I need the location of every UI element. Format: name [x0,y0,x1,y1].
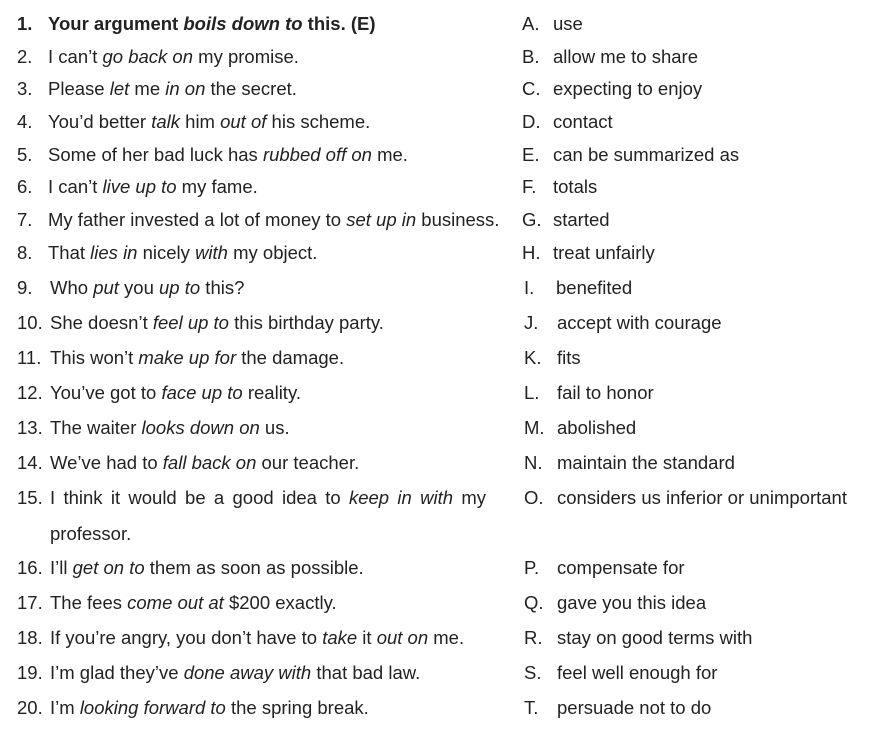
answer-letter: I. [524,277,535,298]
answer-text: started [553,209,610,230]
question-text-part: my object. [227,242,318,263]
phrasal-verb: make up for [138,347,237,368]
question-text-part: That [48,242,91,263]
phrasal-verb: looks down on [141,417,260,438]
phrasal-verb: come out at [127,592,224,613]
question-text [48,242,317,264]
question-text-part: The fees [50,592,128,613]
question-number: 7. [17,209,33,230]
question-text-part: You’ve got to [50,382,162,403]
question-text [48,78,297,100]
question-text-part: reality. [242,382,301,403]
answer-text: accept with courage [557,312,722,333]
phrasal-verb-part: in on [165,78,206,99]
question-text [50,347,344,369]
question-text [50,662,420,684]
question-text-part: me. [371,144,408,165]
question-text-continuation: professor. [50,523,132,544]
phrasal-verb-part: out on [376,627,429,648]
question-number: 3. [17,78,33,99]
question-number: 5. [17,144,33,165]
question-text-part: you [118,277,160,298]
question-text-part: me. [428,627,465,648]
phrasal-verb: done away with [183,662,312,683]
phrasal-verb: rubbed off on [262,144,372,165]
question-text [48,144,408,166]
phrasal-verb: go back on [102,46,194,67]
question-number: 4. [17,111,33,132]
phrasal-verb: keep in with [348,487,454,508]
answer-letter: G. [522,209,542,230]
question-text [50,557,364,579]
question-text-part: nicely [137,242,196,263]
answer-letter: N. [524,452,543,473]
phrasal-verb: talk [151,111,181,132]
question-text [50,697,369,719]
question-text-part: business. [416,209,500,230]
answer-letter: P. [524,557,540,578]
answer-letter: E. [522,144,540,165]
phrasal-verb-part: with [195,242,228,263]
answer-text: feel well enough for [557,662,718,683]
question-number: 18. [17,627,43,648]
answer-text: expecting to enjoy [553,78,703,99]
question-number: 16. [17,557,43,578]
question-text-part: me [129,78,166,99]
question-text [50,452,359,474]
question-number: 8. [17,242,33,263]
answer-letter: O. [524,487,544,508]
question-text [50,277,244,299]
question-text [48,46,299,68]
phrasal-verb: set up in [346,209,417,230]
answer-letter: H. [522,242,541,263]
phrasal-verb-part: out of [220,111,267,132]
question-text [50,417,290,439]
phrasal-verb: boils down to [183,13,303,34]
answer-letter: T. [524,697,539,718]
question-text [48,176,258,198]
question-text-part: $200 exactly. [223,592,337,613]
answer-letter: D. [522,111,541,132]
question-number: 10. [17,312,43,333]
answer-text: fits [557,347,581,368]
answer-letter: A. [522,13,540,34]
question-text-part: I think it would be a good idea to [50,487,349,508]
question-text-part: it [357,627,377,648]
question-text [50,312,384,334]
question-text-part: I’m glad they’ve [50,662,184,683]
answer-letter: R. [524,627,543,648]
question-text-part: this. (E) [302,13,376,34]
question-number: 13. [17,417,43,438]
answer-text: totals [553,176,598,197]
answer-text: benefited [556,277,633,298]
question-text-part: Who [50,277,94,298]
question-text-part: that bad law. [311,662,421,683]
phrasal-verb-part: up to [159,277,201,298]
question-text-part: the spring break. [225,697,369,718]
answer-text: considers us inferior or unimportant [557,487,847,508]
phrasal-verb: looking forward to [79,697,226,718]
question-text-part: I can’t [48,176,103,197]
answer-letter: C. [522,78,541,99]
question-text-part: him [180,111,221,132]
answer-text: stay on good terms with [557,627,753,648]
question-text-part: I can’t [48,46,103,67]
question-text-part: his scheme. [266,111,371,132]
question-text-part: Your argument [48,13,184,34]
question-text [50,627,464,649]
answer-letter: L. [524,382,540,403]
question-number: 9. [17,277,33,298]
question-text-part: We’ve had to [50,452,163,473]
question-text-part: This won’t [50,347,139,368]
question-text-part: my fame. [176,176,258,197]
answer-text: persuade not to do [557,697,712,718]
question-text-part: She doesn’t [50,312,153,333]
phrasal-verb: let [109,78,130,99]
question-number: 19. [17,662,43,683]
phrasal-verb: feel up to [152,312,229,333]
phrasal-verb: live up to [102,176,177,197]
phrasal-verb: fall back on [162,452,257,473]
question-text-part: my [453,487,486,508]
question-text [48,13,376,35]
question-number: 15. [17,487,43,508]
question-text-part: this? [200,277,245,298]
question-number: 1. [17,13,33,34]
phrasal-verb: take [322,627,358,648]
question-number: 17. [17,592,43,613]
phrasal-verb: put [93,277,119,298]
question-text [48,209,499,231]
answer-letter: F. [522,176,537,197]
answer-letter: K. [524,347,542,368]
answer-letter: Q. [524,592,544,613]
question-number: 20. [17,697,43,718]
answer-text: gave you this idea [557,592,707,613]
answer-text: treat unfairly [553,242,655,263]
answer-text: can be summarized as [553,144,740,165]
question-text-part: my promise. [193,46,299,67]
question-text-part: You’d better [48,111,152,132]
question-text-part: our teacher. [256,452,360,473]
question-text-part: Some of her bad luck has [48,144,263,165]
question-text-part: I’ll [50,557,73,578]
answer-text: abolished [557,417,637,438]
question-text-part: the secret. [205,78,297,99]
question-text [50,487,486,509]
question-text-part: the damage. [236,347,345,368]
phrasal-verb: face up to [161,382,243,403]
question-text-part: The waiter [50,417,142,438]
question-text-part: Please [48,78,110,99]
answer-text: fail to honor [557,382,654,403]
question-text [50,382,301,404]
question-text-part: My father invested a lot of money to [48,209,347,230]
question-text-part: If you’re angry, you don’t have to [50,627,323,648]
answer-text: compensate for [557,557,685,578]
question-text-part: us. [259,417,290,438]
question-text-part: them as soon as possible. [144,557,364,578]
question-number: 6. [17,176,33,197]
answer-text: use [553,13,583,34]
question-text [48,111,370,133]
answer-text: allow me to share [553,46,698,67]
question-number: 12. [17,382,43,403]
question-text [50,592,337,614]
answer-letter: M. [524,417,545,438]
answer-letter: B. [522,46,540,67]
question-number: 2. [17,46,33,67]
question-text-part: this birthday party. [228,312,384,333]
phrasal-verb: get on to [72,557,145,578]
answer-letter: S. [524,662,542,683]
question-text-part: I’m [50,697,80,718]
answer-text: maintain the standard [557,452,735,473]
question-number: 11. [17,347,42,368]
phrasal-verb: lies in [90,242,138,263]
answer-letter: J. [524,312,539,333]
answer-text: contact [553,111,613,132]
question-number: 14. [17,452,43,473]
